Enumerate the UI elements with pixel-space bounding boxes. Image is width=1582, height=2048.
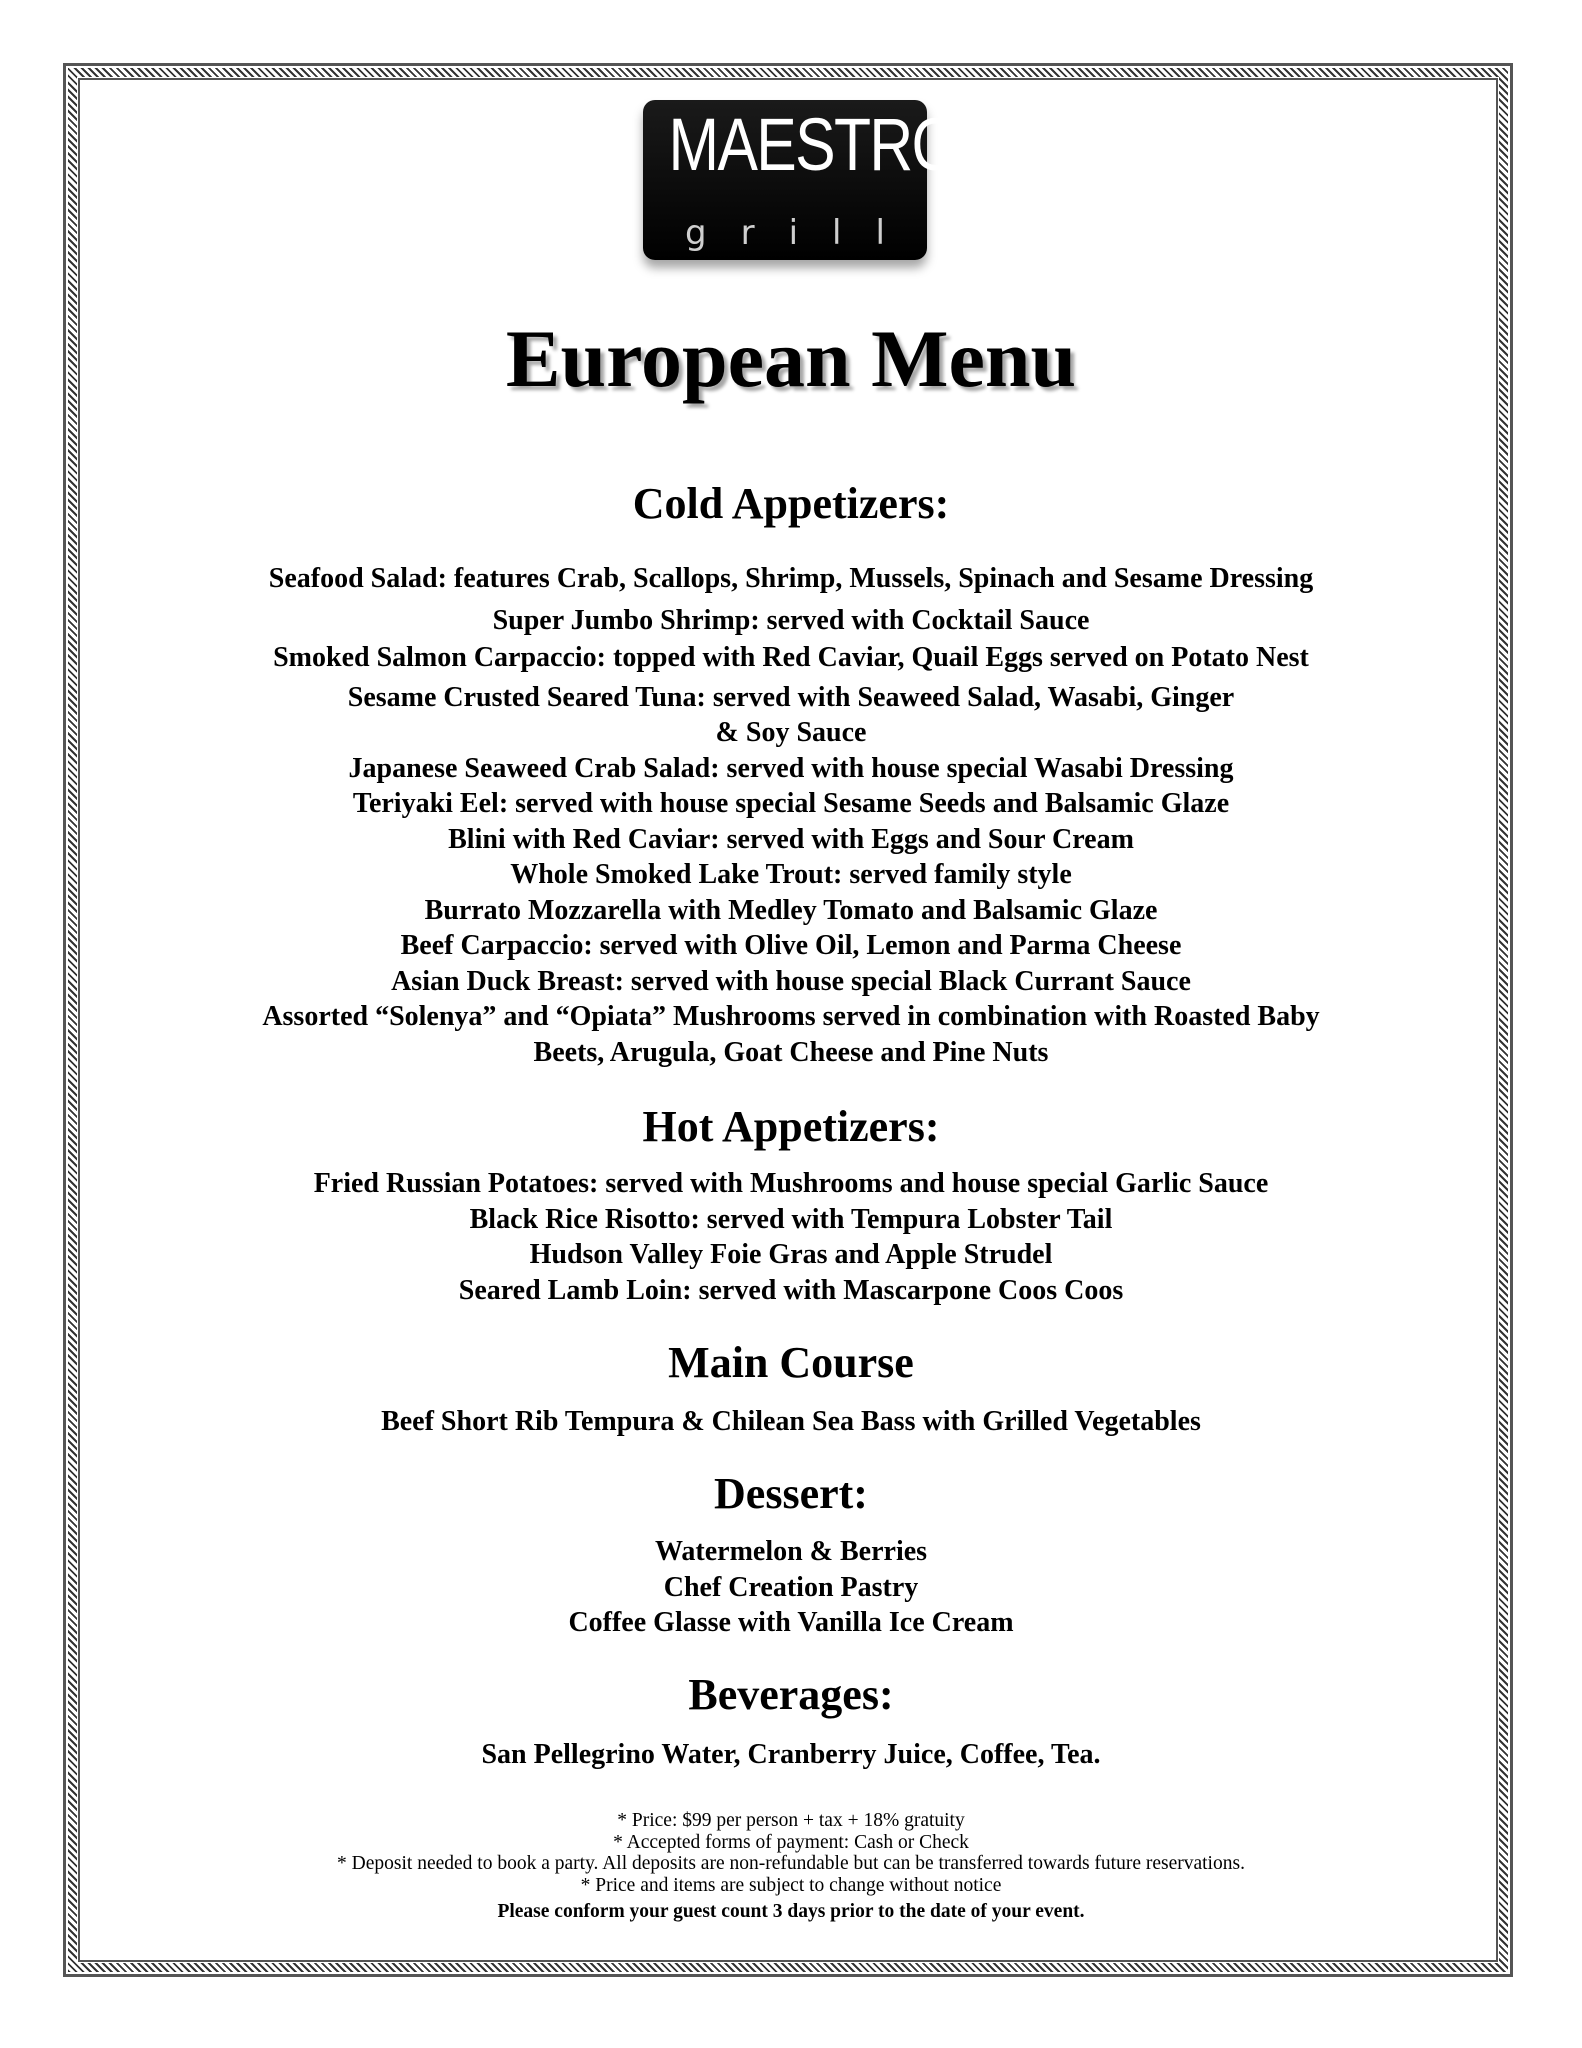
cold-appetizers-heading: Cold Appetizers: [632,479,950,528]
confirm-note: Please conform your guest count 3 days prior to the date of your event. [497,1901,1085,1922]
list-item: San Pellegrino Water, Cranberry Juice, Coffee, Tea. [481,1739,1101,1770]
list-item: Super Jumbo Shrimp: served with Cocktail Sauce [492,604,1090,636]
price-note: * Price: $99 per person + tax + 18% gratuity [617,1810,965,1831]
menu-title: European Menu [505,313,1077,404]
main-course-heading: Main Course [668,1338,914,1387]
list-item: Coffee Glasse with Vanilla Ice Cream [568,1607,1014,1638]
list-item: Chef Creation Pastry [663,1571,919,1603]
list-item: Watermelon & Berries [654,1536,928,1567]
list-item: Beef Carpaccio: served with Olive Oil, Lemon and Parma Cheese [400,930,1182,961]
hot-appetizers-list [220,1166,1362,1308]
deposit-note: * Deposit needed to book a party. All deposits are non-refundable but can be transferred towards future reservations. [337,1853,1245,1874]
list-item: Whole Smoked Lake Trout: served family style [510,859,1072,890]
beverages-heading: Beverages: [688,1670,894,1719]
list-item: Black Rice Risotto: served with Tempura Lobster Tail [469,1203,1113,1235]
list-item: Burrato Mozzarella with Medley Tomato and Balsamic Glaze [424,894,1158,926]
list-item: Seared Lamb Loin: served with Mascarpone Coos Coos [458,1274,1124,1306]
logo-wordmark: MAESTRO [668,103,958,186]
footer-notes [0,1810,1582,1923]
hot-appetizers-heading: Hot Appetizers: [642,1102,940,1151]
maestro-grill-logo [643,100,958,260]
list-item: Seafood Salad: features Crab, Scallops, Shrimp, Mussels, Spinach and Sesame Dressing [268,563,1314,594]
cold-appetizers-list [220,561,1362,1070]
main-course-list [220,1404,1362,1440]
list-item: Smoked Salmon Carpaccio: topped with Red Caviar, Quail Eggs served on Potato Nest [273,642,1309,673]
beverages-list [220,1737,1362,1773]
list-item: Hudson Valley Foie Gras and Apple Strudel [529,1239,1053,1270]
dessert-heading: Dessert: [714,1469,868,1518]
list-item: Blini with Red Caviar: served with Eggs and Sour Cream [448,823,1134,855]
logo-subtitle: grill [685,213,919,253]
list-item: Beef Short Rib Tempura & Chilean Sea Bass with Grilled Vegetables [381,1406,1201,1437]
list-item: Japanese Seaweed Crab Salad: served with house special Wasabi Dressing [348,752,1234,784]
dessert-list [220,1534,1362,1641]
list-item: Asian Duck Breast: served with house special Black Currant Sauce [391,965,1191,997]
list-item: Fried Russian Potatoes: served with Mushrooms and house special Garlic Sauce [313,1168,1269,1199]
list-item: Sesame Crusted Seared Tuna: served with Seaweed Salad, Wasabi, Ginger & Soy Sauce [347,681,1235,748]
change-note: * Price and items are subject to change without notice [580,1874,1002,1896]
list-item: Teriyaki Eel: served with house special Sesame Seeds and Balsamic Glaze [352,788,1230,819]
payment-note: * Accepted forms of payment: Cash or Check [613,1831,969,1853]
list-item: Assorted “Solenya” and “Opiata” Mushrooms served in combination with Roasted Baby Beets, Arugula, Goat Cheese and Pine Nuts [262,1001,1320,1068]
